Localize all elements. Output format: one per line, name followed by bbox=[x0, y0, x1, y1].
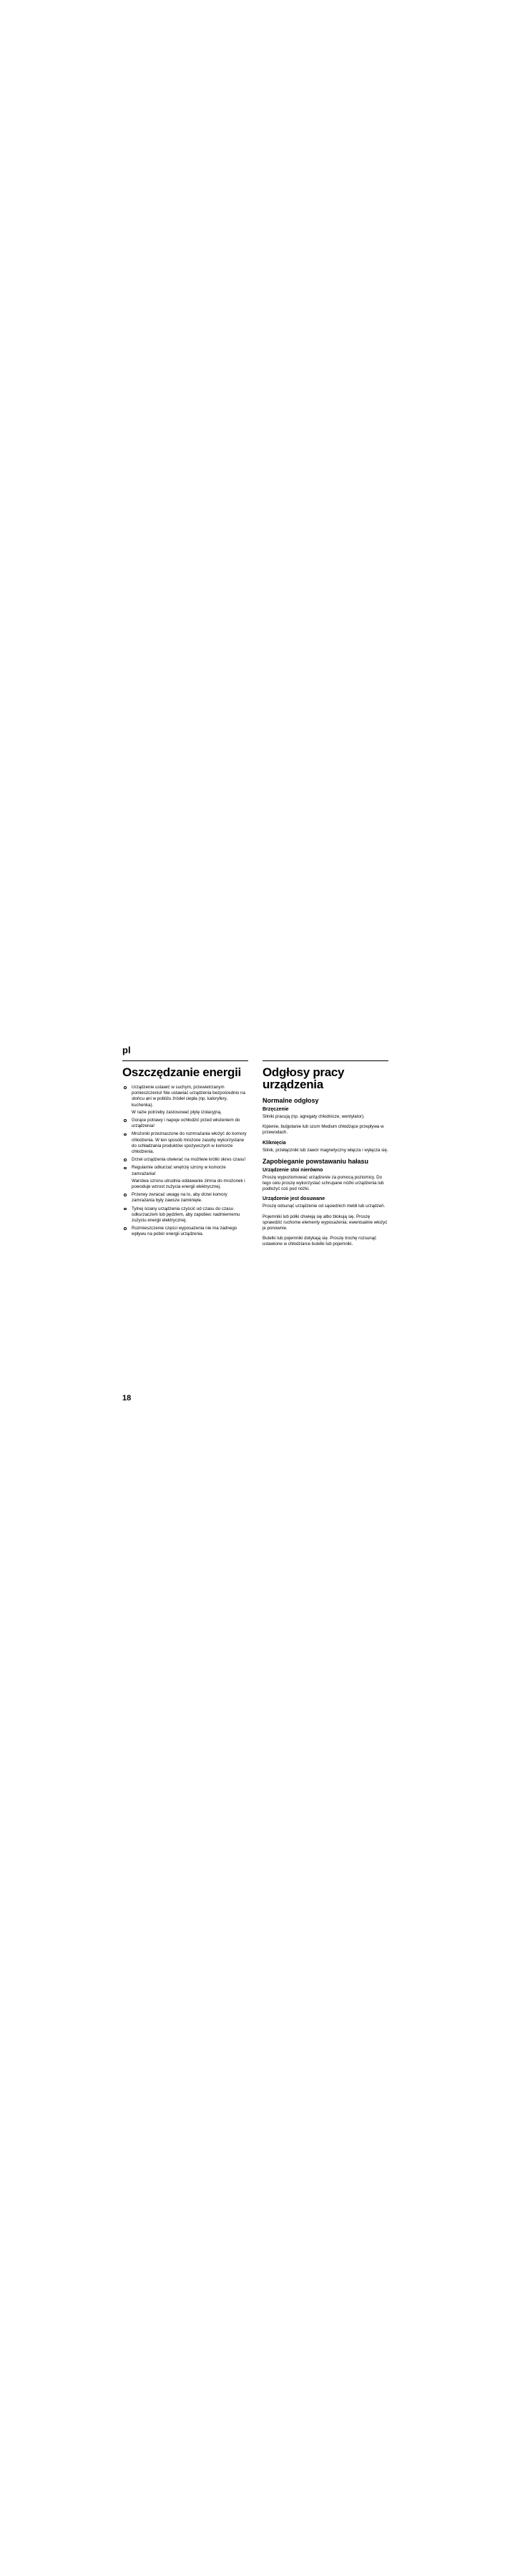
bullet-circle-icon bbox=[124, 1208, 127, 1211]
block-label: Brzęczenie bbox=[263, 1107, 289, 1112]
energy-saving-column bbox=[122, 1066, 248, 1240]
list-item bbox=[122, 1157, 248, 1163]
normal-noises-list bbox=[263, 1107, 388, 1153]
list-item-text: Mrożonki przeznaczone do rozmrażania włożyć do komory chłodzenia. W ten sposób mrożone zasoby wykorzystane do schładzania produktów spożywczych w komorze chłodzenia. bbox=[132, 1131, 247, 1155]
block-text: Silnik, przełączniki lub zawór magnetyczny włącza i wyłącza się. bbox=[263, 1147, 388, 1153]
text-block bbox=[263, 1168, 388, 1193]
list-item-text: Drzwi urządzenia otwierać na możliwie krótki okres czasu! bbox=[132, 1157, 246, 1163]
noise-prevention-list bbox=[263, 1168, 388, 1248]
energy-tips-list bbox=[122, 1085, 248, 1238]
page-number: 18 bbox=[122, 1394, 132, 1402]
bullet-circle-icon bbox=[124, 1119, 127, 1122]
bullet-circle-icon bbox=[124, 1227, 127, 1230]
block-text: Proszę odsunąć urządzenie od sąsiednich mebli lub urządzeń. bbox=[263, 1204, 386, 1209]
block-label: Urządzenie stoi nierówno bbox=[263, 1167, 323, 1173]
bullet-circle-icon bbox=[124, 1158, 127, 1161]
bullet-circle-icon bbox=[124, 1167, 127, 1170]
block-text: Pojemniki lub półki chwieją się albo blokują się. Proszę sprawdzić ruchome elementy wyposażenia; ewentualnie włożyć je ponownie. bbox=[263, 1214, 388, 1231]
block-label: Kliknięcia bbox=[263, 1140, 286, 1146]
text-block bbox=[263, 1124, 388, 1136]
text-block bbox=[263, 1141, 388, 1153]
list-item-text: Przerwy zwracać uwagę na to, aby drzwi komory zamrażania były zawsze zamknięte. bbox=[132, 1192, 227, 1204]
block-text: Silniki pracują (np. agregaty chłodnicze, wentylator). bbox=[263, 1114, 365, 1119]
text-block bbox=[263, 1214, 388, 1232]
list-item bbox=[122, 1206, 248, 1224]
bullet-circle-icon bbox=[124, 1133, 127, 1136]
bullet-circle-icon bbox=[124, 1086, 127, 1089]
text-block bbox=[263, 1236, 388, 1247]
list-item-text: Regularnie odkurzać wnętrzę szrony w komorze zamrażania! bbox=[132, 1165, 226, 1176]
list-item bbox=[122, 1131, 248, 1155]
list-item bbox=[122, 1165, 248, 1190]
list-item-text: Rozmieszczenie części wyposażenia nie ma żadnego wpływu na pobór energii urządzenia. bbox=[132, 1226, 237, 1237]
left-column-rule bbox=[122, 1060, 248, 1061]
language-code: pl bbox=[122, 1045, 131, 1055]
list-item bbox=[122, 1192, 248, 1204]
list-item bbox=[122, 1085, 248, 1116]
block-text: Proszę wypoziomować urządzenie za pomocą poziomicy. Do tego celu proszę wykorzystać schrupane nóżki urządzenia lub podłożyć coś pod nóżki. bbox=[263, 1174, 384, 1192]
text-block bbox=[263, 1196, 388, 1209]
normal-noises-heading: Normalne odgłosy bbox=[263, 1097, 319, 1104]
bullet-circle-icon bbox=[124, 1194, 127, 1196]
block-text: Butelki lub pojemniki dotykają się. Proszę trochę rozsunąć ustawione w chłodziarce butelki lub pojemniki. bbox=[263, 1236, 377, 1247]
list-item bbox=[122, 1118, 248, 1129]
list-item-note: Warstwa szronu utrudnia oddawanie zimna do mrożonek i powoduje wzrost zużycia energii elektrycznej. bbox=[132, 1178, 245, 1190]
noise-title: Odgłosy pracy urządzenia bbox=[263, 1065, 345, 1091]
list-item-note: W razie potrzeby zastosować płytę izolacyjną. bbox=[132, 1109, 222, 1115]
list-item bbox=[122, 1226, 248, 1237]
energy-saving-title: Oszczędzanie energii bbox=[122, 1065, 241, 1079]
right-column-rule bbox=[263, 1060, 388, 1061]
list-item-text: Tylnej ściany urządzenia czyścić od czasu do czasu odkurzaczem lub pędzlem, aby zapobiec nadmiernemu zużyciu energii elektrycznej. bbox=[132, 1206, 240, 1224]
noise-prevention-heading: Zapobieganie powstawaniu hałasu bbox=[263, 1157, 369, 1165]
noise-column bbox=[263, 1066, 388, 1252]
list-item-text: Gorące potrawy i napoje ochłodzić przed włożeniem do urządzenia! bbox=[132, 1118, 240, 1129]
block-label: Urządzenie jest dosuwane bbox=[263, 1196, 325, 1202]
list-item-text: Urządzenie ustawić w suchym, przewietrzanym pomieszczeniu! Nie ustawiać urządzenia bezpośrednio na słońcu ani w pobliżu źródeł ciepła (np. kaloryfery, kuchenka). bbox=[132, 1085, 245, 1108]
text-block bbox=[263, 1107, 388, 1120]
block-text: Kipienie, bulgotanie lub szum Medium chłodzące przepływa w przewodach. bbox=[263, 1124, 384, 1136]
